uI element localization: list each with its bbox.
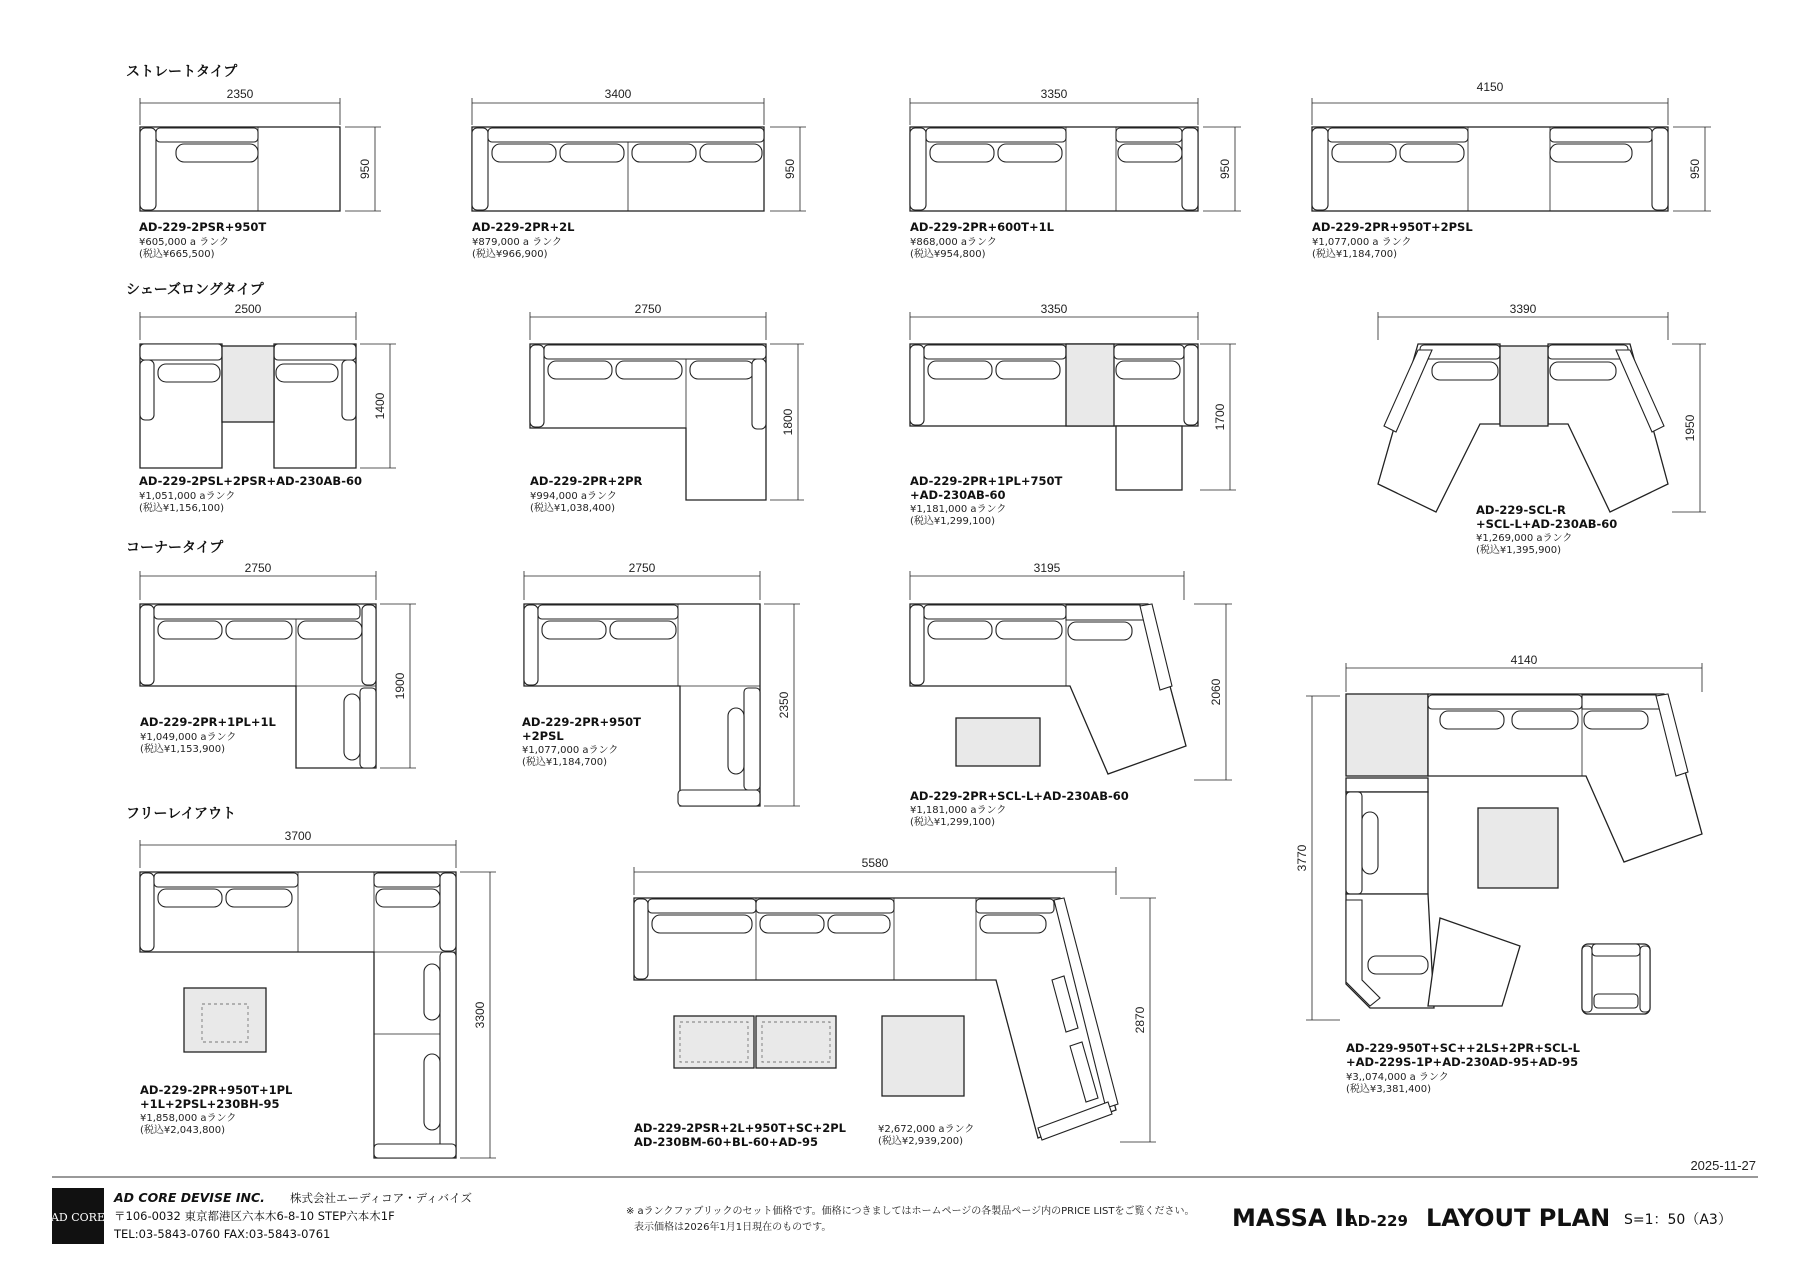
price: ¥868,000 aランク [910,237,997,248]
depth-label: 3770 [1295,844,1309,872]
width-label: 3350 [1040,87,1068,101]
depth-label: 1700 [1213,403,1227,431]
layout-diagram-10 [910,561,1232,828]
tax-price: (税込¥2,939,200) [878,1136,964,1147]
price: ¥994,000 aランク [530,491,617,502]
layout-diagram-0 [139,87,381,260]
tax-price: (税込¥3,381,400) [1346,1084,1432,1095]
width-label: 3390 [1509,302,1537,316]
model-code-line2: +AD-230AB-60 [910,488,1006,502]
model-code: AD-229-2PR+2L [472,220,575,234]
layout-diagram-7 [1378,302,1706,556]
price: ¥1,049,000 aランク [140,732,237,743]
width-label: 2750 [628,561,656,575]
width-label: 2750 [634,302,662,316]
tax-price: (税込¥954,800) [910,249,986,260]
model-code-line2: +2PSL [522,729,564,743]
depth-label: 2350 [777,691,791,719]
width-label: 4150 [1476,80,1504,94]
model-code: AD-229-2PR+950T+2PSL [1312,220,1473,234]
price-note: ※ aランクファブリックのセット価格です。価格につきましてはホームページの各製品ページ内のPRICE LISTをご覧ください。 [626,1206,1195,1217]
depth-label: 1800 [781,408,795,436]
company-logo [50,1188,105,1244]
depth-label: 1900 [393,672,407,700]
model-code-line2: +AD-229S-1P+AD-230AD-95+AD-95 [1346,1055,1579,1069]
tax-price: (税込¥1,395,900) [1476,545,1562,556]
model-code-line1: AD-229-2PR+950T [522,715,641,729]
tax-price: (税込¥1,184,700) [1312,249,1398,260]
company-name-en: AD CORE DEVISE INC. [114,1190,265,1205]
width-label: 5580 [861,856,889,870]
depth-label: 1950 [1683,414,1697,442]
price: ¥1,077,000 a ランク [1312,237,1412,248]
price: ¥3,,074,000 a ランク [1346,1072,1449,1083]
tax-price: (税込¥1,153,900) [140,744,226,755]
depth-label: 950 [1688,158,1702,180]
model-code-line1: AD-229-2PR+950T+1PL [140,1083,293,1097]
company-phone: TEL:03-5843-0760 FAX:03-5843-0761 [114,1227,331,1241]
price: ¥1,181,000 aランク [910,504,1007,515]
width-label: 2750 [244,561,272,575]
layout-diagram-3 [1312,80,1711,260]
layout-diagram-11 [1295,653,1702,1095]
model-code: AD-229-2PR+SCL-L+AD-230AB-60 [910,789,1129,803]
layout-diagram-4 [139,302,396,514]
model-code: AD-229-2PR+1PL+1L [140,715,276,729]
model-code: AD-229-2PR+2PR [530,474,643,488]
depth-label: 3300 [473,1001,487,1029]
width-label: 2350 [226,87,254,101]
width-label: 3350 [1040,302,1068,316]
price: ¥605,000 a ランク [139,237,230,248]
layout-diagram-8 [140,561,416,768]
depth-label: 950 [783,158,797,180]
model-code-line2: +SCL-L+AD-230AB-60 [1476,517,1618,531]
depth-label: 2060 [1209,678,1223,706]
model-code-line1: AD-229-SCL-R [1476,503,1566,517]
section-title-corner: コーナータイプ [126,540,224,556]
model-code-line1: AD-229-950T+SC++2LS+2PR+SCL-L [1346,1041,1581,1055]
depth-label: 950 [1218,158,1232,180]
model-code: AD-229-2PSR+950T [139,220,267,234]
layout-diagram-1 [472,87,806,260]
tax-price: (税込¥2,043,800) [140,1125,226,1136]
width-label: 4140 [1510,653,1538,667]
price: ¥1,181,000 aランク [910,805,1007,816]
product-name: MASSA II [1232,1204,1353,1232]
plan-title: LAYOUT PLAN [1426,1204,1611,1232]
section-title-straight: ストレートタイプ [126,64,238,80]
issue-date: 2025-11-27 [1690,1158,1756,1173]
depth-label: 1400 [373,392,387,420]
section-title-chaise: シェーズロングタイプ [126,282,264,298]
price: ¥1,269,000 aランク [1476,533,1573,544]
tax-price: (税込¥1,038,400) [530,503,616,514]
product-model: AD-229 [1346,1212,1408,1230]
width-label: 3700 [284,829,312,843]
price: ¥1,051,000 aランク [139,491,236,502]
section-title-free: フリーレイアウト [126,806,237,822]
company-name-jp: 株式会社エーディコア・ディバイズ [290,1191,473,1205]
armchair [1582,944,1650,1014]
tax-price: (税込¥966,900) [472,249,548,260]
layout-diagram-9 [522,561,800,806]
price: ¥2,672,000 aランク [878,1124,975,1135]
drawing-scale: S=1：50（A3） [1624,1212,1732,1228]
company-address: 〒106-0032 東京都港区六本木6-8-10 STEP六本木1F [114,1209,395,1223]
tax-price: (税込¥1,299,100) [910,516,996,527]
layout-diagram-5 [530,302,804,514]
price: ¥879,000 a ランク [472,237,563,248]
model-code: AD-229-2PSL+2PSR+AD-230AB-60 [139,474,362,488]
price-date-note: 表示価格は2026年1月1日現在のものです。 [634,1222,832,1233]
tax-price: (税込¥1,156,100) [139,503,225,514]
model-code-line1: AD-229-2PSR+2L+950T+SC+2PL [634,1121,846,1135]
depth-label: 950 [358,158,372,180]
width-label: 3400 [604,87,632,101]
width-label: 3195 [1033,561,1061,575]
model-code-line2: +1L+2PSL+230BH-95 [140,1097,280,1111]
depth-label: 2870 [1133,1006,1147,1034]
layout-diagram-13 [634,856,1156,1149]
tax-price: (税込¥1,299,100) [910,817,996,828]
tax-price: (税込¥1,184,700) [522,757,608,768]
price: ¥1,077,000 aランク [522,745,619,756]
layout-diagram-2 [910,87,1241,260]
layout-diagram-12 [140,829,496,1158]
model-code-line2: AD-230BM-60+BL-60+AD-95 [634,1135,818,1149]
svg-text:AD CORE: AD CORE [50,1211,106,1224]
layout-diagram-6 [910,302,1236,527]
model-code-line1: AD-229-2PR+1PL+750T [910,474,1063,488]
model-code: AD-229-2PR+600T+1L [910,220,1054,234]
tax-price: (税込¥665,500) [139,249,215,260]
price: ¥1,858,000 aランク [140,1113,237,1124]
width-label: 2500 [234,302,262,316]
